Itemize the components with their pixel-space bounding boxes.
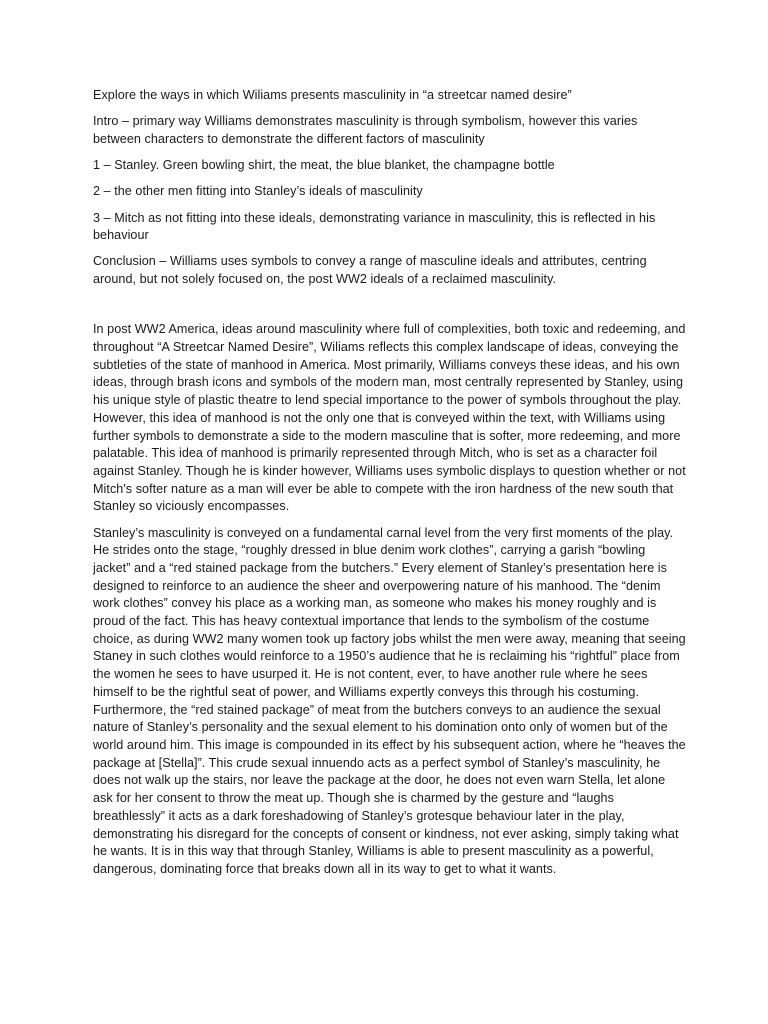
plan-conclusion: Conclusion – Williams uses symbols to convey a range of masculine ideals and attributes, centring around, but not solely focused on, the post WW2 ideals of a reclaimed masculinity. xyxy=(93,254,647,287)
essay-paragraph-intro: In post WW2 America, ideas around masculinity where full of complexities, both toxic and redeeming, and throughout “A Streetcar Named Desire”, Wiliams reflects this complex landscape of ideas, conveying the subtleties of the state of manhood in America. Most primarily, Williams conveys these ideas, and his own ideas, through brash icons and symbols of the modern man, most centrally represented by Stanley, using his unique style of plastic theatre to lend special importance to the power of symbols throughout the play. However, this idea of manhood is not the only one that is conveyed within the text, with Williams using further symbols to demonstrate a side to the modern masculine that is softer, more redeeming, and more palatable. This idea of manhood is primarily represented through Mitch, who is set as a character foil against Stanley. Though he is kinder however, Williams uses symbolic displays to question whether or not Mitch's softer nature as a man will ever be able to compete with the iron hardness of the new south that Stanley so viciously encompasses. xyxy=(93,322,686,514)
plan-point-2: 2 – the other men fitting into Stanley’s ideals of masculinity xyxy=(93,184,423,199)
essay-paragraph-stanley: Stanley’s masculinity is conveyed on a fundamental carnal level from the very first moments of the play. He strides onto the stage, “roughly dressed in blue denim work clothes”, carrying a garish “bowling jacket” and a “red stained package from the butchers.” Every element of Stanley’s presentation here is designed to reinforce to an audience the sheer and overpowering nature of his manhood. The “denim work clothes” convey his place as a working man, as someone who makes his money roughly and is proud of the fact. This has heavy contextual importance that lends to the symbolism of the costume choice, as during WW2 many women took up factory jobs whilst the men were away, meaning that seeing Staney in such clothes would reinforce to a 1950’s audience that he is reclaiming his “rightful” place from the women he sees to have usurped it. He is not content, ever, to have another rule where he sees himself to be the rightful seat of power, and Williams expertly conveys this through his costuming. Furthermore, the “red stained package” of meat from the butchers conveys to an audience the sexual nature of Stanley’s personality and the sexual element to his domination onto only of women but of the world around him. This image is compounded in its effect by his subsequent action, where he “heaves the package at [Stella]”. This crude sexual innuendo acts as a perfect symbol of Stanley’s masculinity, he does not walk up the stairs, nor leave the package at the door, he does not even warn Stella, let alone ask for her consent to throw the meat up. Though she is charmed by the gesture and “laughs breathlessly” it acts as a dark foreshadowing of Stanley’s grotesque behaviour later in the play, demonstrating his disregard for the concepts of consent or kindness, not ever asking, simply taking what he wants. It is in this way that through Stanley, Williams is able to present masculinity as a powerful, dangerous, dominating force that breaks down all in its way to get to what it wants. xyxy=(93,525,686,876)
essay-question: Explore the ways in which Wiliams presents masculinity in “a streetcar named desire” xyxy=(93,88,572,102)
plan-point-3: 3 – Mitch as not fitting into these ideals, demonstrating variance in masculinity, this is reflected in his behaviour xyxy=(93,210,656,243)
plan-intro: Intro – primary way Williams demonstrates masculinity is through symbolism, however this varies between characters to demonstrate the different factors of masculinity xyxy=(93,114,638,146)
plan-point-1: 1 – Stanley. Green bowling shirt, the meat, the blue blanket, the champagne bottle xyxy=(93,158,555,173)
section-gap xyxy=(93,297,686,321)
